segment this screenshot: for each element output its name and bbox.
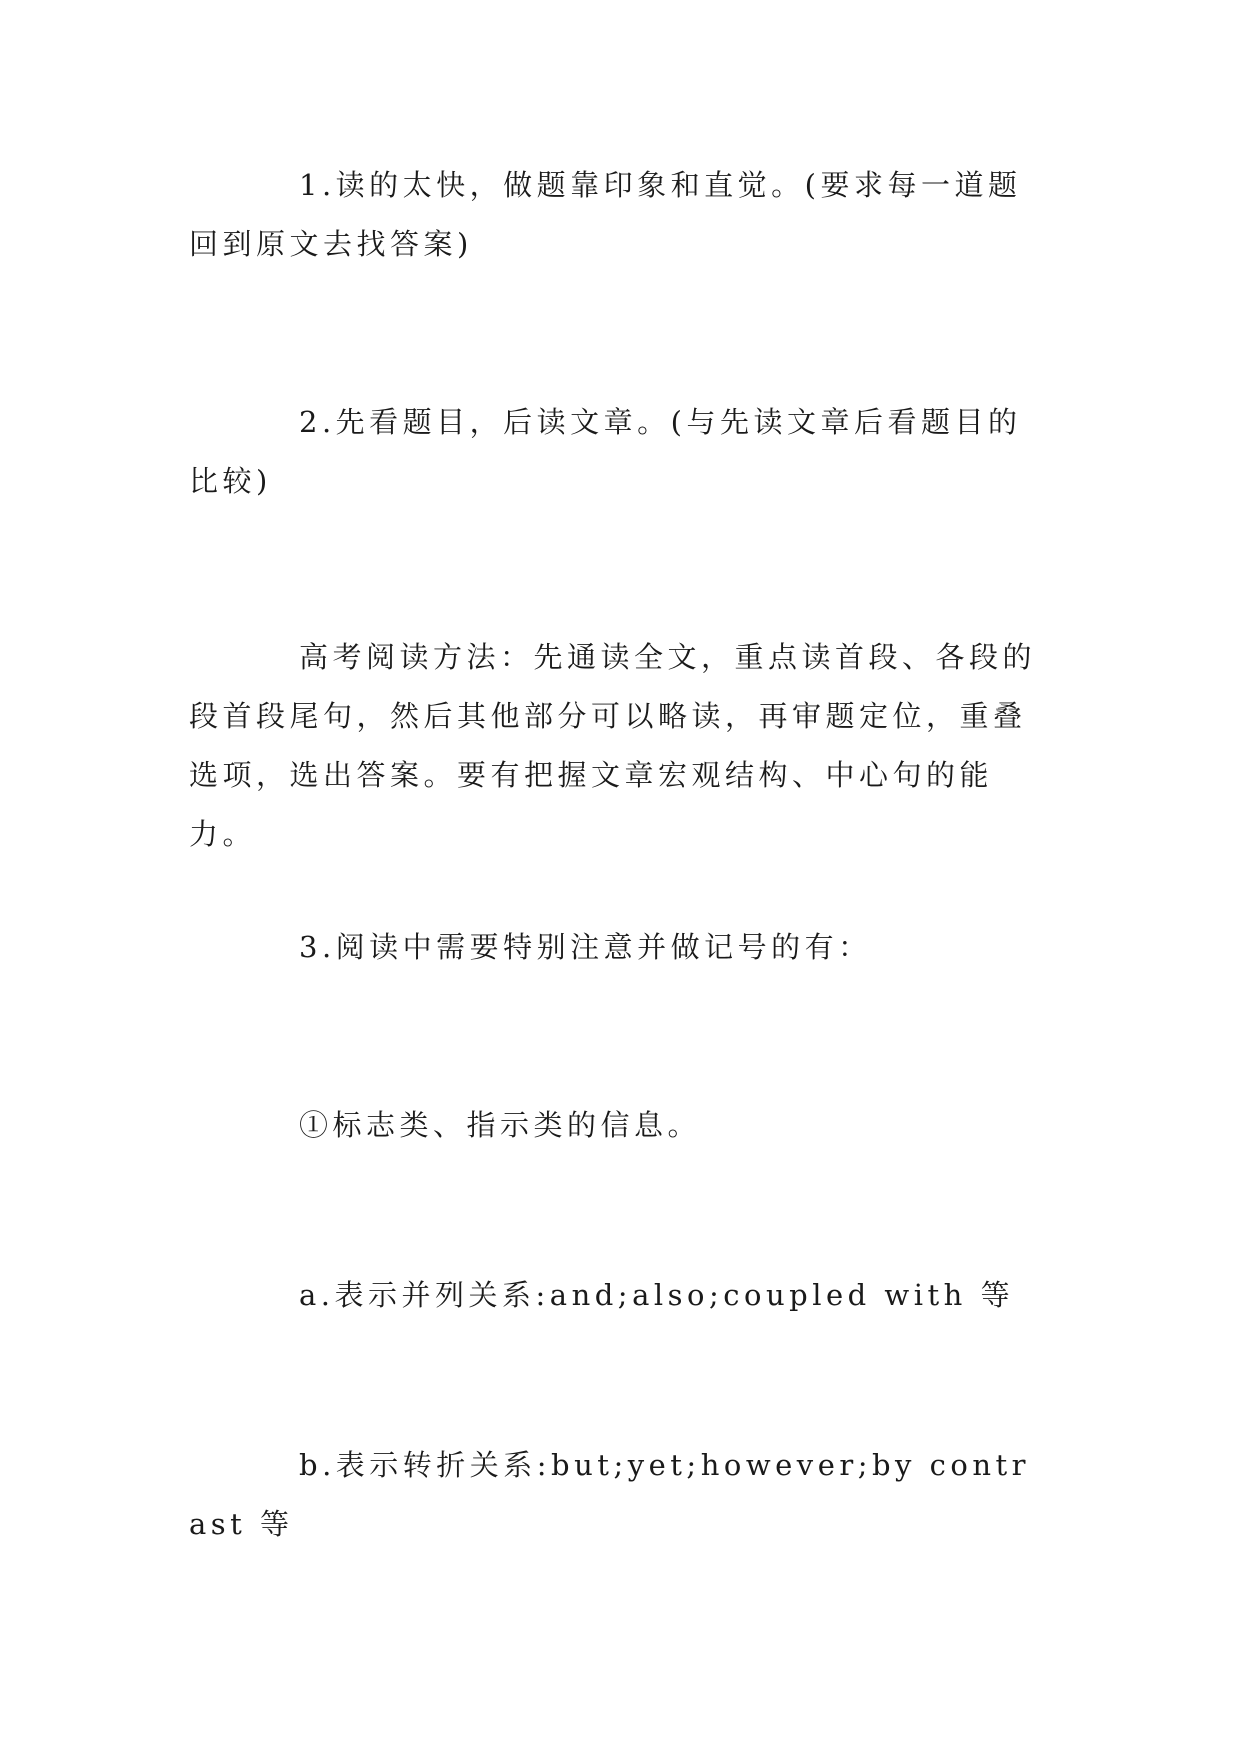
paragraph-contrast-relation: b.表示转折关系:but;yet;however;by contrast 等 — [189, 1448, 1031, 1541]
paragraph-questions-first: 2.先看题目，后读文章。(与先读文章后看题目的比较) — [189, 405, 1022, 498]
paragraph-signal-words: ①标志类、指示类的信息。 — [299, 1108, 702, 1142]
paragraph-parallel-relation: a.表示并列关系:and;also;coupled with 等 — [299, 1278, 1015, 1312]
paragraph-reading-too-fast: 1.读的太快，做题靠印象和直觉。(要求每一道题回到原文去找答案) — [189, 168, 1022, 261]
paragraph-marking-notes: 3.阅读中需要特别注意并做记号的有： — [299, 930, 872, 964]
paragraph-gaokao-reading-method: 高考阅读方法：先通读全文，重点读首段、各段的段首段尾句，然后其他部分可以略读，再审题定位，重叠选项，选出答案。要有把握文章宏观结构、中心句的能力。 — [189, 640, 1037, 851]
